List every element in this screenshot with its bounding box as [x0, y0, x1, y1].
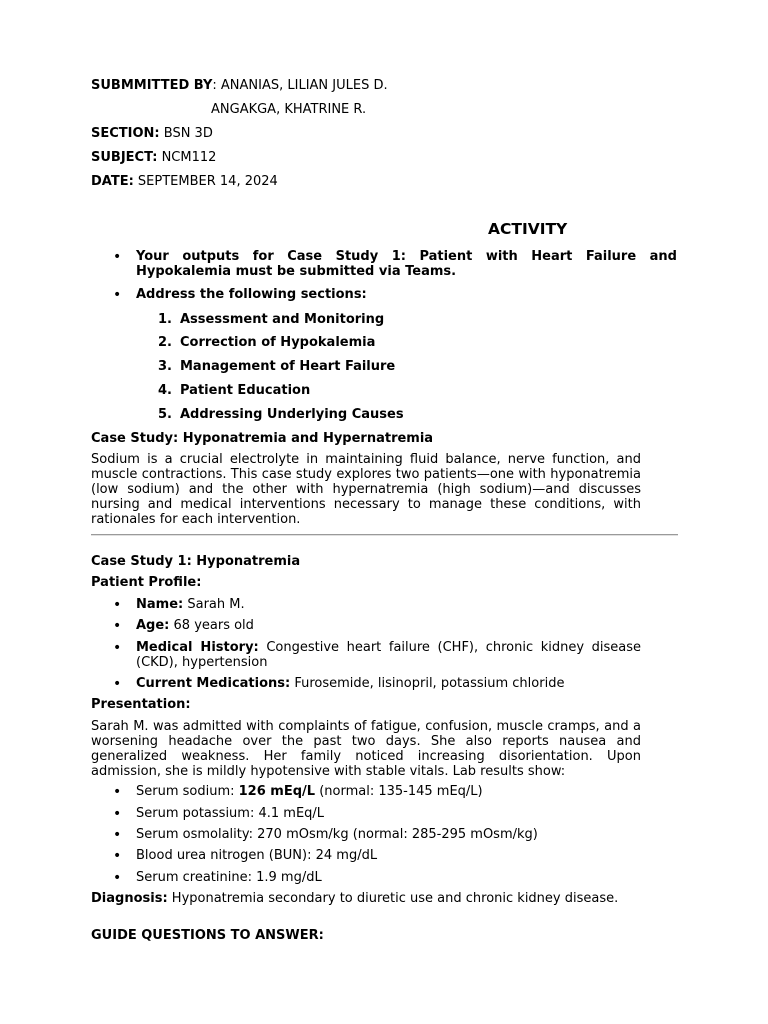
profile-label: Current Medications: — [136, 676, 291, 691]
section-label: SECTION: — [91, 126, 160, 141]
profile-item-age — [136, 618, 641, 633]
section-item-4 — [158, 383, 310, 399]
lab-serum-potassium: Serum potassium: 4.1 mEq/L — [136, 806, 325, 821]
diagnosis-line — [91, 891, 641, 906]
profile-label: Age: — [136, 618, 170, 633]
profile-item-medical-history — [136, 640, 641, 670]
diagnosis-value: Hyponatremia secondary to diuretic use and chronic kidney disease. — [167, 891, 619, 906]
activity-bullet-1: Your outputs for Case Study 1: Patient with Heart Failure and Hypokalemia must be submitted via Teams. — [136, 249, 677, 279]
presentation-paragraph: Sarah M. was admitted with complaints of fatigue, confusion, muscle cramps, and a worsening headache over the past two days. She also reports nausea and generalized weakness. Her family noticed increasing disorientation. Upon admission, she is mildly hypotensive with stable vitals. Lab results show: — [91, 719, 641, 779]
section-number: 2. — [158, 335, 172, 350]
subject-label: SUBJECT: — [91, 150, 158, 165]
case-study-intro-paragraph: Sodium is a crucial electrolyte in maintaining fluid balance, nerve function, and muscle contractions. This case study explores two patients—one with hyponatremia (low sodium) and the other with hypernatremia (high sodium)—and discusses nursing and medical interventions necessary to manage these conditions, with rationales for each intervention. — [91, 452, 641, 527]
bullet-dot: • — [113, 618, 122, 634]
section-item-2 — [158, 335, 375, 351]
bullet-dot: • — [113, 848, 122, 864]
section-line — [91, 126, 213, 142]
date-label: DATE: — [91, 174, 134, 189]
section-value: BSN 3D — [159, 126, 213, 141]
bullet-dot: • — [113, 870, 122, 886]
bullet-dot: • — [113, 640, 122, 656]
profile-item-name — [136, 597, 641, 612]
profile-value: Furosemide, lisinopril, potassium chloride — [290, 676, 565, 691]
submitted-by-line — [91, 78, 388, 94]
profile-label: Medical History: — [136, 640, 259, 655]
profile-value: Sarah M. — [183, 597, 245, 612]
section-number: 5. — [158, 407, 172, 422]
bullet-dot: • — [113, 249, 122, 265]
section-number: 3. — [158, 359, 172, 374]
section-label: Addressing Underlying Causes — [180, 407, 404, 422]
subject-line — [91, 150, 216, 166]
bullet-dot: • — [113, 597, 122, 613]
bullet-dot: • — [113, 827, 122, 843]
lab-serum-sodium — [136, 784, 641, 799]
submitted-by-label: SUBMMITTED BY — [91, 78, 213, 93]
activity-bullet-2: Address the following sections: — [136, 287, 367, 302]
profile-label: Name: — [136, 597, 184, 612]
patient-profile-heading: Patient Profile: — [91, 575, 202, 590]
diagnosis-label: Diagnosis: — [91, 891, 168, 906]
lab-text: Serum sodium: — [136, 784, 239, 799]
section-item-1 — [158, 312, 384, 328]
section-label: Patient Education — [180, 383, 311, 398]
profile-value: Congestive heart failure (CHF), chronic kidney disease (CKD), hypertension — [136, 640, 642, 670]
lab-text-normal-range: (normal: 135-145 mEq/L) — [315, 784, 483, 799]
case-study-heading: Case Study: Hyponatremia and Hypernatremia — [91, 431, 434, 446]
bullet-dot: • — [113, 676, 122, 692]
profile-value: 68 years old — [169, 618, 254, 633]
profile-item-medications — [136, 676, 641, 691]
section-item-3 — [158, 359, 395, 375]
case-1-heading: Case Study 1: Hyponatremia — [91, 554, 301, 569]
submitted-by-value: : ANANIAS, LILIAN JULES D. — [212, 78, 388, 93]
bullet-dot: • — [113, 784, 122, 800]
lab-value-bold: 126 mEq/L — [238, 784, 316, 799]
lab-bun: Blood urea nitrogen (BUN): 24 mg/dL — [136, 848, 378, 863]
bullet-dot: • — [113, 806, 122, 822]
section-number: 1. — [158, 312, 172, 327]
section-label: Assessment and Monitoring — [180, 312, 385, 327]
presentation-heading: Presentation: — [91, 697, 191, 712]
section-label: Correction of Hypokalemia — [180, 335, 376, 350]
submitted-by-second-name: ANGAKGA, KHATRINE R. — [211, 102, 367, 117]
section-number: 4. — [158, 383, 172, 398]
section-item-5 — [158, 407, 404, 423]
activity-title: ACTIVITY — [488, 220, 568, 238]
lab-serum-osmolality: Serum osmolality: 270 mOsm/kg (normal: 285-295 mOsm/kg) — [136, 827, 538, 842]
section-label: Management of Heart Failure — [180, 359, 396, 374]
subject-value: NCM112 — [157, 150, 217, 165]
bullet-dot: • — [113, 287, 122, 303]
lab-serum-creatinine: Serum creatinine: 1.9 mg/dL — [136, 870, 322, 885]
date-value: SEPTEMBER 14, 2024 — [133, 174, 278, 189]
guide-questions-heading: GUIDE QUESTIONS TO ANSWER: — [91, 928, 324, 943]
date-line — [91, 174, 278, 190]
horizontal-divider — [91, 534, 678, 536]
